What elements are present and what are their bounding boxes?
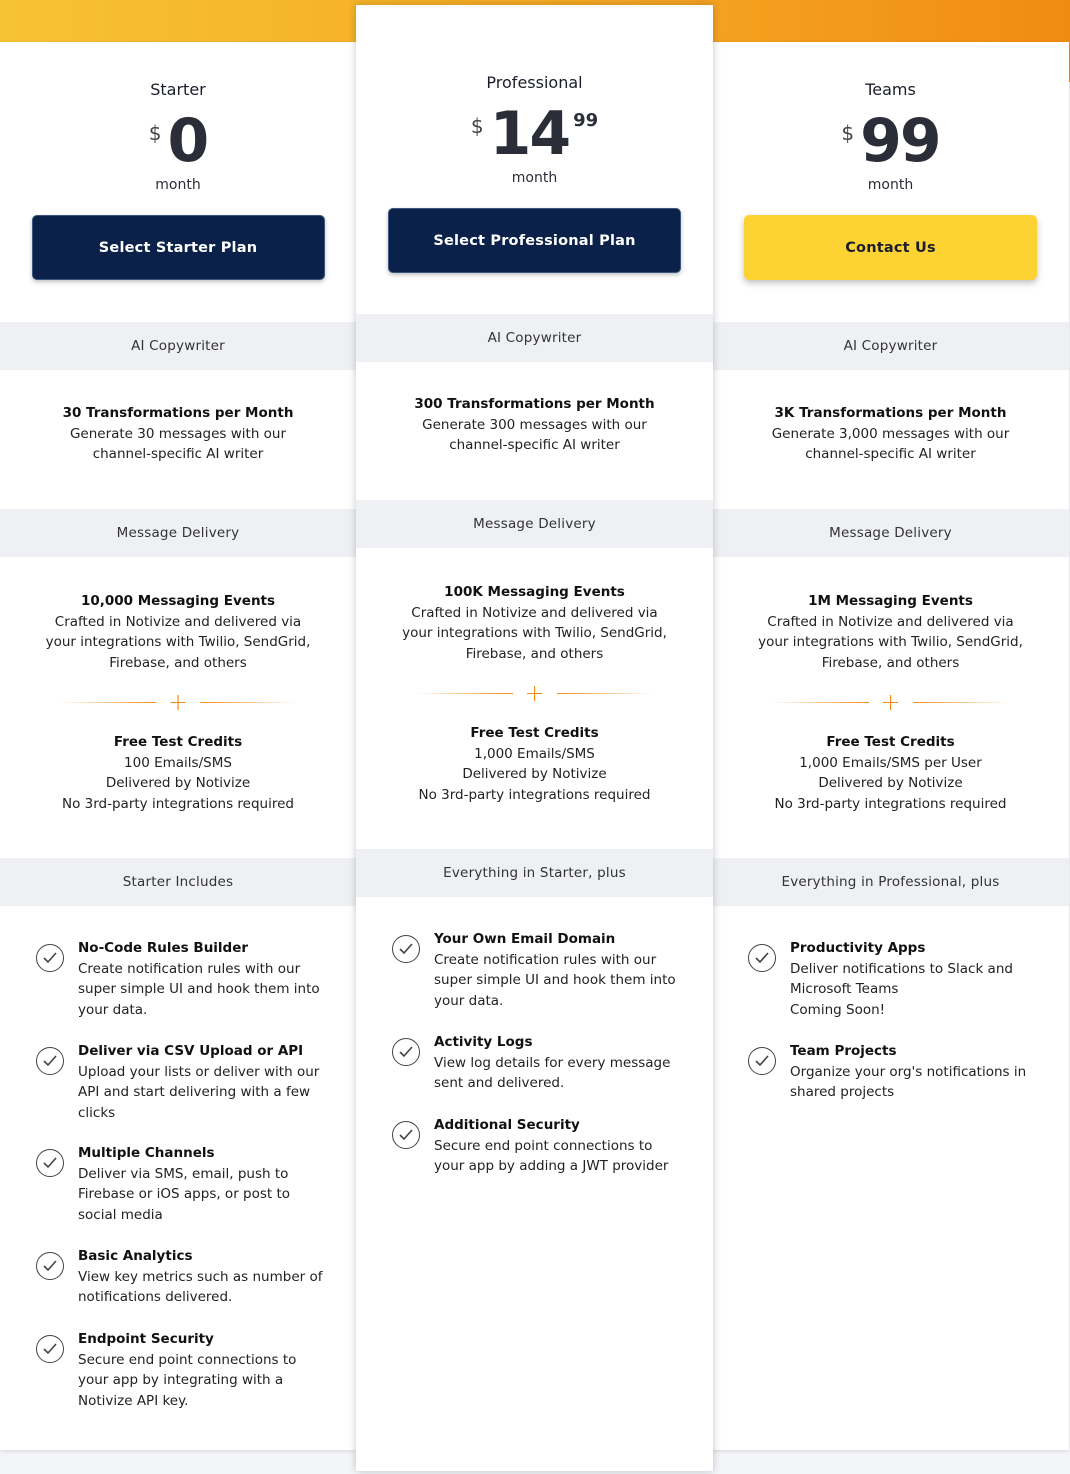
price (712, 106, 1069, 176)
credits-title: Free Test Credits (470, 725, 599, 741)
delivery-title: 10,000 Messaging Events (80, 593, 276, 609)
copywriter-description: Generate 300 messages with our channel-specific AI writer (422, 416, 647, 453)
section-header-ai-copywriter: AI Copywriter (0, 322, 356, 370)
billing-period: month (155, 177, 201, 193)
feature-title: Multiple Channels (78, 1145, 215, 1161)
feature-item (748, 938, 1039, 1020)
plan-name: Teams (865, 80, 916, 99)
credits-line: 1,000 Emails/SMS per User (799, 754, 982, 771)
plus-icon: + (167, 688, 189, 716)
feature-title: Activity Logs (434, 1034, 533, 1050)
delivery-description: Crafted in Notivize and delivered via your integrations with Twilio, SendGrid, Firebase, and others (758, 613, 1023, 671)
circle-check-icon (36, 1335, 64, 1363)
price-cents: 99 (573, 110, 599, 131)
credits-line: No 3rd-party integrations required (418, 786, 651, 803)
currency-symbol: $ (841, 121, 855, 145)
feature-description: Organize your org's notifications in shared projects (790, 1063, 1027, 1100)
credits-line: 1,000 Emails/SMS (474, 745, 595, 762)
plan-name: Professional (486, 73, 583, 92)
circle-check-icon (392, 1121, 420, 1149)
plan-name: Starter (150, 80, 206, 99)
message-delivery-details (396, 582, 673, 664)
currency-symbol: $ (148, 121, 162, 145)
message-delivery-details (40, 591, 316, 673)
ai-copywriter-details (396, 394, 673, 456)
free-test-credits (40, 732, 316, 814)
currency-symbol: $ (470, 114, 484, 138)
credits-line: Delivered by Notivize (105, 775, 251, 791)
feature-item (392, 1115, 683, 1177)
feature-description: Deliver via SMS, email, push to Firebase or iOS apps, or post to social media (78, 1165, 291, 1223)
message-delivery-details (752, 591, 1029, 673)
feature-item (36, 938, 326, 1020)
feature-title: Team Projects (790, 1043, 897, 1059)
credits-line: No 3rd-party integrations required (774, 795, 1007, 812)
plan-card-starter (0, 42, 356, 1450)
section-header-includes: Everything in Starter, plus (356, 849, 713, 897)
copywriter-title: 30 Transformations per Month (62, 405, 294, 421)
credits-title: Free Test Credits (826, 734, 955, 750)
feature-item (36, 1329, 326, 1411)
plus-icon: + (880, 688, 901, 716)
circle-check-icon (748, 1047, 776, 1075)
delivery-title: 100K Messaging Events (444, 584, 625, 600)
billing-period: month (511, 170, 558, 186)
plus-divider (772, 688, 1009, 716)
free-test-credits (752, 732, 1029, 814)
price-amount: 99 (860, 106, 940, 176)
copywriter-title: 3K Transformations per Month (774, 405, 1007, 421)
section-header-message-delivery: Message Delivery (356, 500, 713, 548)
circle-check-icon (36, 1047, 64, 1075)
credits-title: Free Test Credits (113, 734, 243, 750)
feature-title: Your Own Email Domain (434, 931, 616, 947)
credits-line: 100 Emails/SMS (124, 754, 232, 771)
ai-copywriter-details (40, 403, 316, 465)
select-starter-plan-button[interactable]: Select Starter Plan (32, 215, 325, 280)
feature-title: Basic Analytics (78, 1248, 193, 1264)
feature-description: Secure end point connections to your app by integrating with a Notivize API key. (78, 1351, 297, 1409)
feature-item (36, 1143, 326, 1225)
price-amount: 14 (489, 99, 570, 169)
feature-item (748, 1041, 1039, 1103)
billing-period: month (867, 177, 914, 193)
select-professional-plan-button[interactable]: Select Professional Plan (388, 208, 681, 273)
circle-check-icon (748, 944, 776, 972)
section-header-message-delivery: Message Delivery (0, 509, 356, 557)
feature-item (392, 1032, 683, 1094)
feature-title: Deliver via CSV Upload or API (78, 1043, 304, 1059)
feature-title: No-Code Rules Builder (78, 940, 249, 956)
feature-description: Secure end point connections to your app by adding a JWT provider (434, 1137, 669, 1174)
credits-line: No 3rd-party integrations required (61, 795, 294, 812)
circle-check-icon (392, 1038, 420, 1066)
plan-card-professional (356, 5, 713, 1471)
feature-item (36, 1041, 326, 1123)
section-header-includes: Everything in Professional, plus (712, 858, 1069, 906)
circle-check-icon (392, 935, 420, 963)
price (356, 99, 713, 169)
feature-item (36, 1246, 326, 1308)
feature-title: Endpoint Security (78, 1331, 214, 1347)
feature-description: Create notification rules with our super simple UI and hook them into your data. (434, 951, 676, 1009)
copywriter-description: Generate 3,000 messages with our channel-specific AI writer (771, 425, 1010, 462)
delivery-title: 1M Messaging Events (808, 593, 973, 609)
feature-title: Additional Security (434, 1117, 580, 1133)
feature-description: Create notification rules with our super simple UI and hook them into your data. (78, 960, 320, 1018)
free-test-credits (396, 723, 673, 805)
feature-description: View key metrics such as number of notifications delivered. (78, 1268, 323, 1305)
copywriter-description: Generate 30 messages with our channel-specific AI writer (69, 425, 287, 462)
feature-title: Productivity Apps (790, 940, 926, 956)
price-amount: 0 (167, 106, 208, 176)
credits-line: Delivered by Notivize (462, 766, 607, 782)
copywriter-title: 300 Transformations per Month (414, 396, 655, 412)
circle-check-icon (36, 1252, 64, 1280)
section-header-ai-copywriter: AI Copywriter (356, 314, 713, 362)
plus-divider (416, 679, 653, 707)
plan-card-teams (712, 42, 1069, 1450)
ai-copywriter-details (752, 403, 1029, 465)
feature-description: Deliver notifications to Slack and Microsoft Teams Coming Soon! (790, 960, 1013, 1018)
feature-description: Upload your lists or deliver with our API and start delivering with a few clicks (78, 1063, 320, 1121)
delivery-description: Crafted in Notivize and delivered via your integrations with Twilio, SendGrid, Firebase, and others (402, 604, 667, 662)
plus-divider (60, 688, 296, 716)
circle-check-icon (36, 1149, 64, 1177)
section-header-includes: Starter Includes (0, 858, 356, 906)
contact-us-button[interactable]: Contact Us (744, 215, 1037, 280)
plus-icon: + (524, 679, 545, 707)
credits-line: Delivered by Notivize (818, 775, 963, 791)
feature-description: View log details for every message sent and delivered. (434, 1054, 671, 1091)
circle-check-icon (36, 944, 64, 972)
section-header-message-delivery: Message Delivery (712, 509, 1069, 557)
section-header-ai-copywriter: AI Copywriter (712, 322, 1069, 370)
feature-item (392, 929, 683, 1011)
price (0, 106, 356, 176)
delivery-description: Crafted in Notivize and delivered via your integrations with Twilio, SendGrid, Firebase, and others (45, 613, 311, 671)
